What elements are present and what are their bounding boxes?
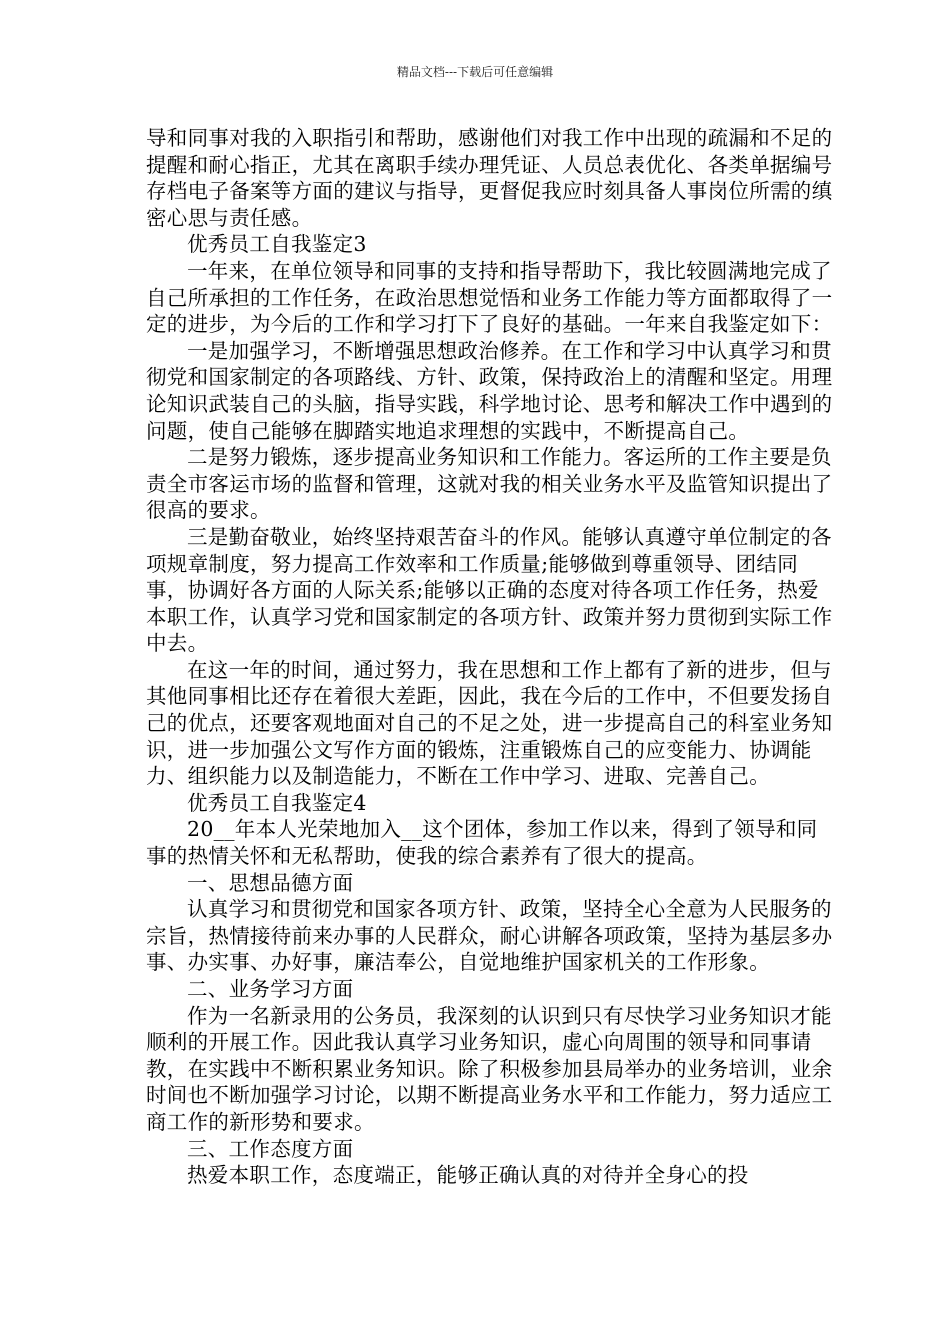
paragraph-6: 三是勤奋敬业，始终坚持艰苦奋斗的作风。能够认真遵守单位制定的各项规章制度，努力提高工作效率和工作质量;能够做到尊重领导、团结同事，协调好各方面的人际关系;能够以正确的态度对待各项工作任务，热爱本职工作，认真学习党和国家制定的各项方针、政策并努力贯彻到实际工作中去。	[146, 524, 833, 656]
paragraph-1: 导和同事对我的入职指引和帮助，感谢他们对我工作中出现的疏漏和不足的提醒和耐心指正，尤其在离职手续办理凭证、人员总表优化、各类单据编号存档电子备案等方面的建议与指导，更督促我应时刻具备人事岗位所需的缜密心思与责任感。	[146, 126, 833, 230]
paragraph-3: 一年来，在单位领导和同事的支持和指导帮助下，我比较圆满地完成了自己所承担的工作任务，在政治思想觉悟和业务工作能力等方面都取得了一定的进步，为今后的工作和学习打下了良好的基础。一年来自我鉴定如下：	[146, 258, 833, 337]
subheading-business-study: 二、业务学习方面	[187, 977, 354, 1001]
subheading-work-attitude: 三、工作态度方面	[187, 1136, 354, 1161]
paragraph-15: 热爱本职工作，态度端正，能够正确认真的对待并全身心的投	[187, 1163, 749, 1188]
page-header: 精品文档---下载后可任意编辑	[396, 65, 554, 79]
subheading-ideology: 一、思想品德方面	[187, 870, 354, 895]
section-heading-4: 优秀员工自我鉴定4	[187, 790, 367, 815]
paragraph-7: 在这一年的时间，通过努力，我在思想和工作上都有了新的进步，但与其他同事相比还存在着很大差距，因此，我在今后的工作中，不但要发扬自己的优点，还要客观地面对自己的不足之处，进一步提高自己的科室业务知识，进一步加强公文写作方面的锻炼，注重锻炼自己的应变能力、协调能力、组织能力以及制造能力，不断在工作中学习、进取、完善自己。	[146, 657, 833, 789]
section-heading-3: 优秀员工自我鉴定3	[187, 232, 367, 257]
paragraph-11: 认真学习和贯彻党和国家各项方针、政策，坚持全心全意为人民服务的宗旨，热情接待前来办事的人民群众，耐心讲解各项政策，坚持为基层多办事、办实事、办好事，廉洁奉公，自觉地维护国家机关的工作形象。	[146, 897, 833, 975]
paragraph-9: 20__年本人光荣地加入__这个团体，参加工作以来，得到了领导和同事的热情关怀和无私帮助，使我的综合素养有了很大的提高。	[146, 817, 818, 869]
paragraph-13: 作为一名新录用的公务员，我深刻的认识到只有尽快学习业务知识才能顺利的开展工作。因此我认真学习业务知识，虚心向周围的领导和同事请教，在实践中不断积累业务知识。除了积极参加县局举办的业务培训，业余时间也不断加强学习讨论，以期不断提高业务水平和工作能力，努力适应工商工作的新形势和要求。	[146, 1003, 833, 1134]
paragraph-5: 二是努力锻炼，逐步提高业务知识和工作能力。客运所的工作主要是负责全市客运市场的监督和管理，这就对我的相关业务水平及监管知识提出了很高的要求。	[146, 445, 833, 523]
paragraph-4: 一是加强学习，不断增强思想政治修养。在工作和学习中认真学习和贯彻党和国家制定的各项路线、方针、政策，保持政治上的清醒和坚定。用理论知识武装自己的头脑，指导实践，科学地讨论、思考和解决工作中遇到的问题，使自己能够在脚踏实地追求理想的实践中，不断提高自己。	[146, 338, 833, 443]
document-body	[146, 125, 836, 1189]
